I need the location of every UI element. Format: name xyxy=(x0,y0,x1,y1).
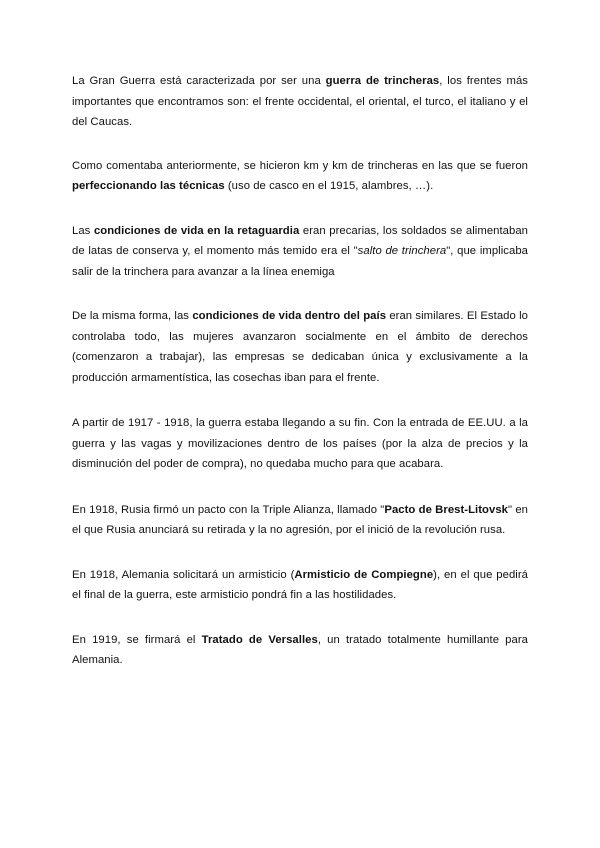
italic-term: salto de trinchera xyxy=(357,245,447,257)
paragraph-versalles xyxy=(72,630,528,671)
text-run: A partir de 1917 - 1918, la guerra estaba llegando a su fin. Con la entrada de EE.UU. a la guerra y las vagas y movilizaciones dentro de los países (por la alza de precios y la disminución del poder de compra), no quedaba mucho para que acabara. xyxy=(72,417,528,470)
text-run: Como comentaba anteriormente, se hicieron km y km de trincheras en las que se fueron xyxy=(72,159,528,172)
paragraph-armisticio xyxy=(72,565,528,606)
bold-term: Armisticio de Compiegne xyxy=(294,568,434,581)
paragraph-fin-de-la-guerra xyxy=(72,413,528,475)
paragraph-brest-litovsk xyxy=(72,500,528,541)
text-run: La Gran Guerra está caracterizada por ser una xyxy=(72,75,326,87)
text-run: eran precarias, los soldados se alimentaban de latas de conserva y, el momento más temido era el " xyxy=(72,224,529,257)
bold-term: Tratado de Versalles xyxy=(201,633,318,646)
text-run: ", que implicaba salir de la trinchera para avanzar a la línea enemiga xyxy=(72,245,528,278)
text-run: De la misma forma, las xyxy=(72,310,193,322)
bold-term: perfeccionando las técnicas xyxy=(72,180,225,192)
paragraph-vida-dentro-del-pais xyxy=(72,306,528,388)
text-run: En 1918, Rusia firmó un pacto con la Triple Alianza, llamado " xyxy=(72,503,385,516)
bold-term: Pacto de Brest-Litovsk xyxy=(384,503,509,516)
text-run: eran similares. El Estado lo controlaba todo, las mujeres avanzaron socialmente en el ámbito de derechos (comenzaron a trabajar), las empresas se dedicaban única y exclusivamente a la producción armamentística, las cosechas iban para el frente. xyxy=(72,310,529,384)
bold-term: guerra de trincheras xyxy=(325,75,440,87)
bold-term: condiciones de vida dentro del país xyxy=(192,310,387,322)
text-run: " en el que Rusia anunciará su retirada y la no agresión, por el inició de la revolución rusa. xyxy=(72,503,528,536)
text-run: En 1919, se firmará el xyxy=(72,633,202,646)
paragraph-tecnicas xyxy=(72,156,528,197)
text-run: , los frentes más importantes que encontramos son: el frente occidental, el oriental, el turco, el italiano y el del Caucas. xyxy=(72,75,528,128)
text-run: En 1918, Alemania solicitará un armisticio ( xyxy=(72,568,295,581)
text-run: , un tratado totalmente humillante para Alemania. xyxy=(72,633,528,666)
text-run: (uso de casco en el 1915, alambres, …). xyxy=(224,180,434,192)
paragraph-guerra-de-trincheras xyxy=(72,71,528,133)
bold-term: condiciones de vida en la retaguardia xyxy=(93,224,300,237)
text-run: Las xyxy=(72,224,94,237)
paragraph-retaguardia xyxy=(72,221,528,283)
text-run: ), en el que pedirá el final de la guerra, este armisticio pondrá fin a las hostilidades. xyxy=(72,568,528,601)
